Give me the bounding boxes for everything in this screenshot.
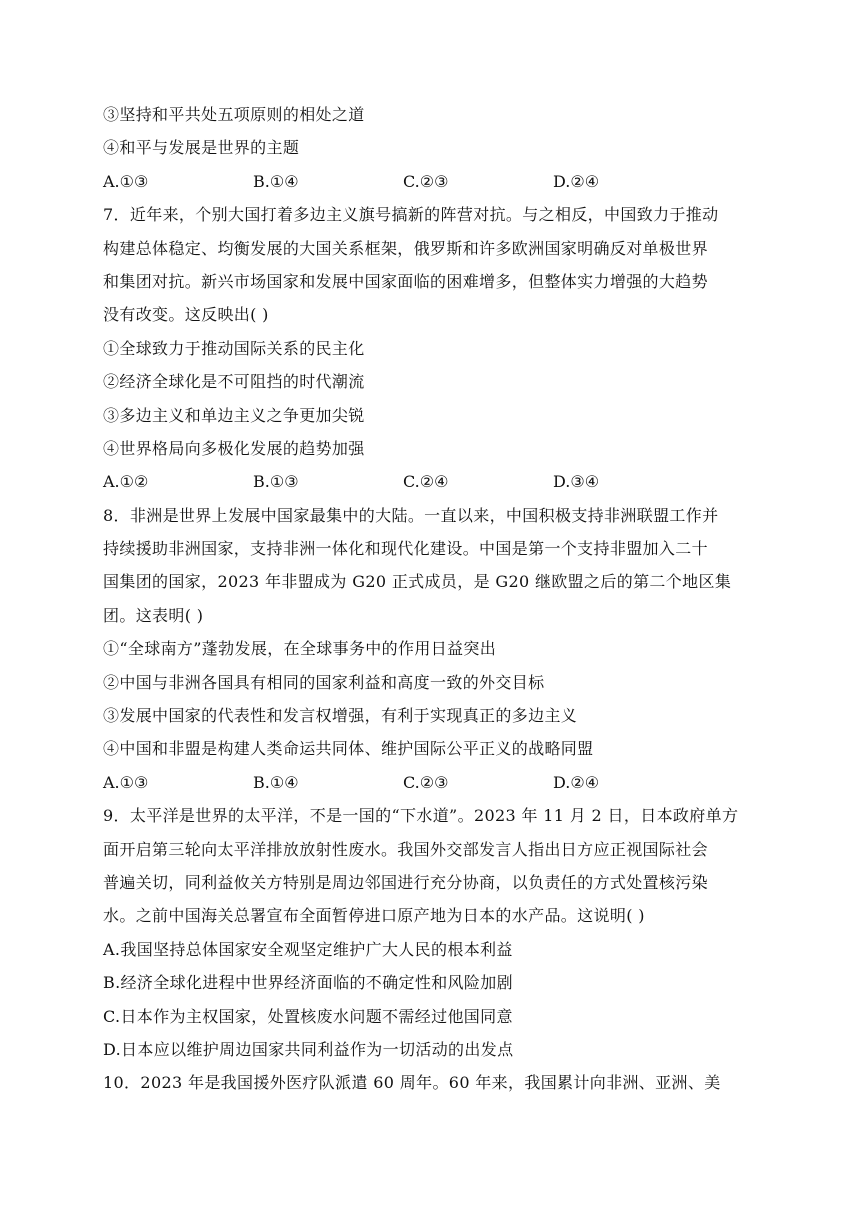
question-7 [103,198,753,499]
q8-stem-line: 持续援助非洲国家，支持非洲一体化和现代化建设。中国是第一个支持非盟加入二十 [103,539,708,559]
q9-stem-line: 9．太平洋是世界的太平洋，不是一国的“下水道”。2023 年 11 月 2 日，日本政府单方 [103,806,739,826]
exam-page [103,98,753,1100]
q9-choice-b: B.经济全球化进程中世界经济面临的不确定性和风险加剧 [103,973,513,993]
q7-stem-line: 没有改变。这反映出( ) [103,305,269,325]
q7-item-2: ②经济全球化是不可阻挡的时代潮流 [103,372,365,392]
q6-item-3: ③坚持和平共处五项原则的相处之道 [103,105,365,124]
q8-options [103,766,753,799]
q9-choice-d: D.日本应以维护周边国家共同利益作为一切活动的出发点 [103,1039,514,1059]
q9-choice-c: C.日本作为主权国家，处置核废水问题不需经过他国同意 [103,1006,513,1026]
q7-option-a: A.①② [103,472,149,492]
q8-item-1: ①“全球南方”蓬勃发展，在全球事务中的作用日益突出 [103,639,497,659]
q8-item-3: ③发展中国家的代表性和发言权增强，有利于实现真正的多边主义 [103,706,578,726]
q8-item-2: ②中国与非洲各国具有相同的国家利益和高度一致的外交目标 [103,672,545,692]
question-9 [103,799,753,1066]
question-6 [103,98,753,198]
q7-stem-line: 7．近年来，个别大国打着多边主义旗号搞新的阵营对抗。与之相反，中国致力于推动 [103,205,719,225]
q8-item-4: ④中国和非盟是构建人类命运共同体、维护国际公平正义的战略同盟 [103,739,594,759]
q8-option-b: B.①④ [253,772,299,792]
q9-stem-line: 普遍关切，同利益攸关方特别是周边邻国进行充分协商，以负责任的方式处置核污染 [103,872,708,892]
q7-item-4: ④世界格局向多极化发展的趋势加强 [103,438,365,458]
q6-option-c: C.②③ [403,171,449,191]
q9-stem-line: 面开启第三轮向太平洋排放放射性废水。我国外交部发言人指出日方应正视国际社会 [103,839,708,859]
q8-option-c: C.②③ [403,772,449,792]
q10-stem-line: 10．2023 年是我国援外医疗队派遣 60 周年。60 年来，我国累计向非洲、亚洲、美 [103,1073,721,1093]
q9-choice-a: A.我国坚持总体国家安全观坚定维护广大人民的根本利益 [103,939,513,959]
question-10 [103,1066,753,1099]
question-8 [103,499,753,800]
q8-option-a: A.①③ [103,772,149,792]
q8-stem-line: 国集团的国家，2023 年非盟成为 G20 正式成员，是 G20 继欧盟之后的第二个地区集 [103,572,732,592]
q7-item-3: ③多边主义和单边主义之争更加尖锐 [103,405,365,425]
q6-item-4: ④和平与发展是世界的主题 [103,138,300,158]
q6-options [103,165,753,198]
q7-item-1: ①全球致力于推动国际关系的民主化 [103,338,365,358]
q8-stem-line: 团。这表明( ) [103,605,204,625]
q7-option-c: C.②④ [403,472,449,492]
q7-stem-line: 构建总体稳定、均衡发展的大国关系框架，俄罗斯和许多欧洲国家明确反对单极世界 [103,238,708,258]
q7-options [103,465,753,498]
q6-option-d: D.②④ [553,171,600,191]
q6-option-b: B.①④ [253,171,299,191]
q8-stem-line: 8．非洲是世界上发展中国家最集中的大陆。一直以来，中国积极支持非洲联盟工作并 [103,505,719,525]
q7-stem-line: 和集团对抗。新兴市场国家和发展中国家面临的困难增多，但整体实力增强的大趋势 [103,271,708,291]
q9-stem-line: 水。之前中国海关总署宣布全面暂停进口原产地为日本的水产品。这说明( ) [103,906,645,926]
q6-option-a: A.①③ [103,171,149,191]
q8-option-d: D.②④ [553,772,600,792]
q7-option-d: D.③④ [553,472,600,492]
q7-option-b: B.①③ [253,472,299,492]
